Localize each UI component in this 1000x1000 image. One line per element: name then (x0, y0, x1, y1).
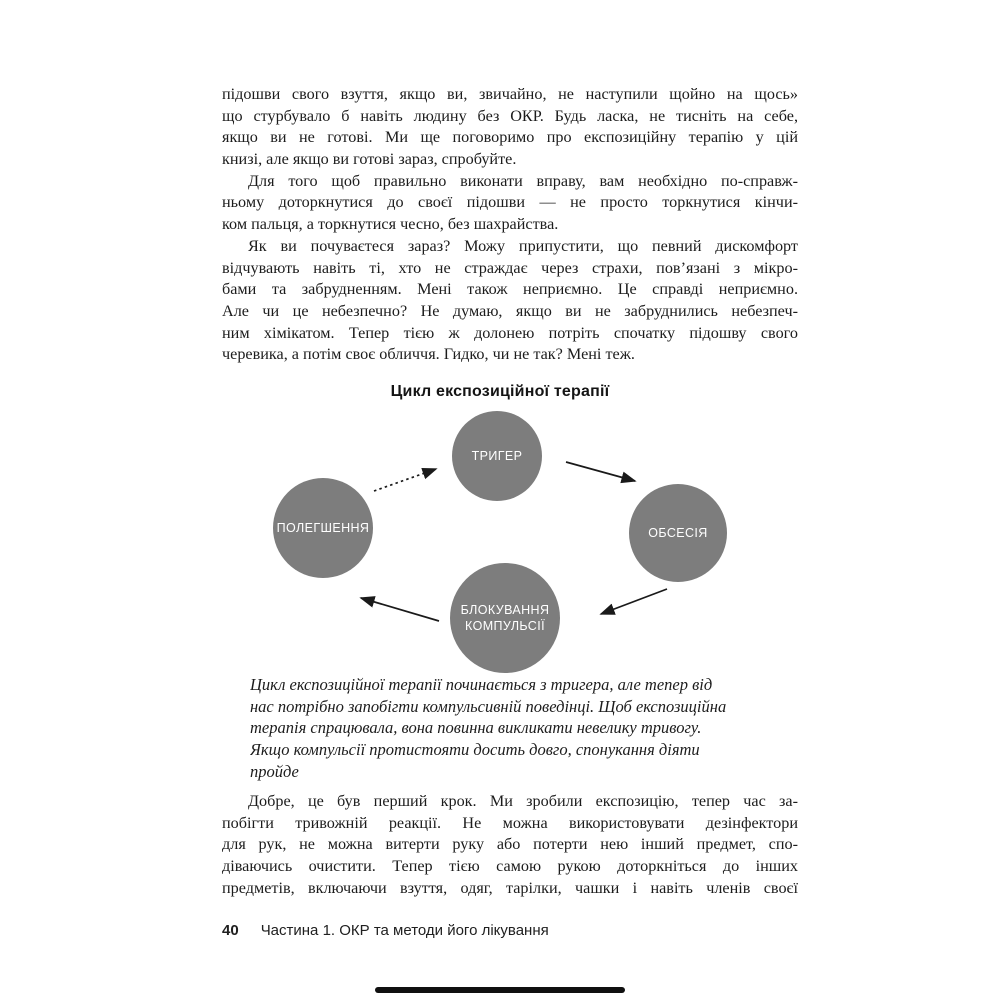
text-line: ком пальця, а торкнутися чесно, без шахрайства. (222, 215, 559, 234)
text-line: Як ви почуваєтеся зараз? Можу припустити, що певний дискомфорт (248, 236, 798, 255)
text-line: ньому доторкнутися до своєї підошви — не просто торкнутися кінчи- (222, 193, 798, 212)
node-trigger (452, 411, 542, 501)
node-trigger-label: ТРИГЕР (471, 448, 523, 463)
text-line: діваючись очистити. Тепер тією самою рукою доторкніться до інших (222, 857, 798, 876)
text-line: Добре, це був перший крок. Ми зробили експозицію, тепер час за- (248, 792, 798, 810)
text-line: черевика, а потім своє обличчя. Гидко, чи не так? Мені теж. (222, 345, 635, 364)
node-blocking-compulsion (450, 563, 560, 673)
node-relief-label: ПОЛЕГШЕННЯ (276, 520, 370, 535)
text-line: Але чи це небезпечно? Не думаю, якщо ви не забруднились небезпеч- (222, 301, 798, 320)
node-obsession-label: ОБСЕСІЯ (648, 525, 708, 540)
text-line: якщо ви не готові. Ми ще поговоримо про експозиційну терапію у цій (222, 128, 798, 147)
text-line: предметів, включаючи взуття, одяг, тарілки, чашки і навіть членів своєї (222, 878, 798, 897)
paragraph (222, 84, 798, 171)
figure-title: Цикл експозиційної терапії (390, 383, 610, 400)
home-indicator-bar[interactable] (375, 987, 625, 993)
arrow-obsession-to-blocking (601, 589, 667, 614)
arrow-relief-to-trigger-dotted (374, 469, 436, 491)
page-footer (222, 922, 549, 939)
paragraph (222, 171, 798, 236)
body-text-bottom (222, 791, 798, 899)
text-line: пройде (250, 761, 299, 781)
paragraph (222, 791, 798, 899)
text-line: нас потрібно запобігти компульсивній поведінці. Щоб експозиційна (250, 696, 727, 716)
body-text-top (222, 84, 798, 366)
node-obsession (629, 484, 727, 582)
chapter-title: Частина 1. ОКР та методи його лікування (260, 922, 549, 939)
node-relief (273, 478, 373, 578)
figure-caption (250, 674, 760, 782)
paragraph (250, 674, 760, 782)
text-line: що стурбувало б навіть людину без ОКР. Будь ласка, не тисніть на себе, (222, 106, 798, 125)
node-blocking-compulsion-label: БЛОКУВАННЯ КОМПУЛЬСІЇ (460, 602, 550, 633)
text-line: для рук, не можна витерти руку або потерти нею інший предмет, спо- (222, 835, 798, 854)
text-line: відчувають навіть ті, хто не страждає через страхи, пов’язані з мікро- (222, 258, 798, 277)
arrow-trigger-to-obsession (566, 462, 635, 481)
text-line: Цикл експозиційної терапії починається з тригера, але тепер від (250, 675, 713, 694)
text-line: Для того щоб правильно виконати вправу, вам необхідно по-справж- (248, 171, 798, 190)
text-line: книзі, але якщо ви готові зараз, спробуйте. (222, 150, 517, 169)
page-number: 40 (222, 922, 239, 939)
arrow-blocking-to-relief (361, 598, 439, 621)
text-line: терапія спрацювала, вона повинна викликати невелику тривогу. (250, 718, 702, 738)
paragraph (222, 236, 798, 366)
text-line: побігти тривожній реакції. Не можна використовувати дезінфектори (222, 813, 798, 832)
text-line: Якщо компульсії протистояти досить довго, спонукання діяти (250, 740, 700, 760)
text-line: бами та забрудненням. Мені також неприємно. Це справді неприємно. (222, 280, 798, 299)
text-line: підошви свого взуття, якщо ви, звичайно, не наступили щойно на щось» (222, 85, 798, 103)
text-line: ним хімікатом. Тепер тією ж долонею потріть спочатку підошву свого (222, 323, 798, 342)
